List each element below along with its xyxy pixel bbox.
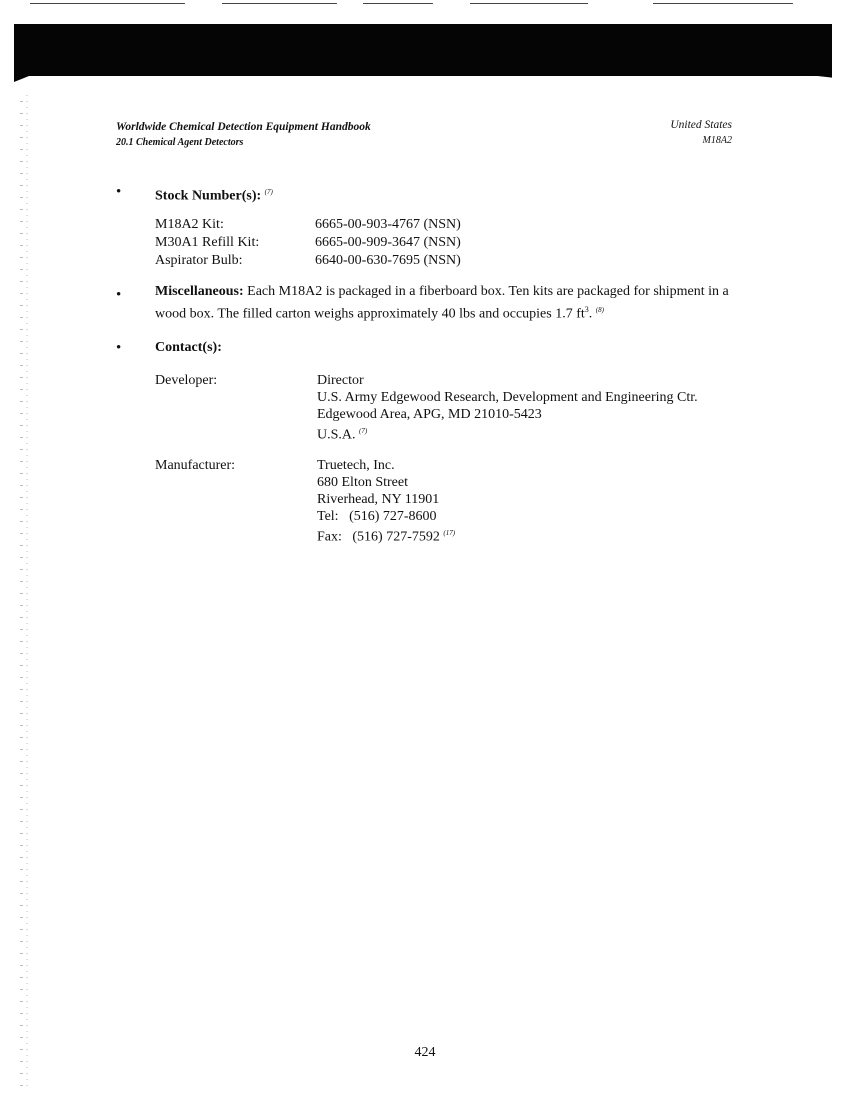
manufacturer-line: 680 Elton Street bbox=[317, 475, 408, 490]
stock-heading bbox=[155, 184, 273, 205]
bullet-misc: • bbox=[116, 287, 122, 303]
stock-row bbox=[155, 234, 461, 252]
manufacturer-role: Manufacturer: bbox=[155, 458, 236, 473]
developer-role: Developer: bbox=[155, 373, 218, 388]
header-black-band bbox=[14, 24, 832, 76]
stock-value: 6665-00-903-4767 (NSN) bbox=[315, 217, 461, 232]
stock-label: M18A2 Kit: bbox=[155, 217, 224, 232]
developer-address bbox=[317, 372, 767, 444]
developer-line: Director bbox=[317, 373, 364, 388]
stock-label: M30A1 Refill Kit: bbox=[155, 235, 260, 250]
running-header-left bbox=[116, 120, 371, 150]
bullet-stock: • bbox=[116, 184, 122, 200]
manufacturer-line: Tel: (516) 727-8600 bbox=[317, 509, 437, 524]
manufacturer-line: Truetech, Inc. bbox=[317, 458, 395, 473]
developer-ref: (7) bbox=[359, 427, 368, 435]
top-rule-3 bbox=[363, 3, 433, 4]
stock-heading-text: Stock Number(s): bbox=[155, 188, 262, 204]
stock-ref: (7) bbox=[264, 188, 273, 196]
misc-paragraph bbox=[155, 283, 755, 324]
page-number: 424 bbox=[414, 1045, 436, 1060]
misc-unit-exponent: 3 bbox=[584, 305, 589, 314]
top-rule-4 bbox=[470, 3, 588, 4]
top-rule-2 bbox=[222, 3, 337, 4]
scan-margin-noise bbox=[18, 90, 32, 1090]
developer-country-line bbox=[317, 423, 767, 444]
manufacturer-ref: (17) bbox=[443, 529, 456, 537]
manufacturer-fax-line bbox=[317, 525, 767, 546]
handbook-title: Worldwide Chemical Detection Equipment Handbook bbox=[116, 121, 371, 133]
model-label: M18A2 bbox=[702, 135, 732, 146]
developer-line: Edgewood Area, APG, MD 21010-5423 bbox=[317, 407, 542, 422]
developer-line: U.S.A. bbox=[317, 427, 356, 443]
manufacturer-line: Fax: (516) 727-7592 bbox=[317, 529, 440, 545]
misc-text: Each M18A2 is packaged in a fiberboard box. Ten kits are packaged for shipment in a wood box. The filled carton weighs approximately 40 lbs and occupies 1.7 ft bbox=[155, 284, 729, 322]
developer-line: U.S. Army Edgewood Research, Development and Engineering Ctr. bbox=[317, 390, 698, 405]
manufacturer-address bbox=[317, 457, 767, 546]
top-rule-1 bbox=[30, 3, 185, 4]
stock-row bbox=[155, 252, 461, 270]
stock-row bbox=[155, 216, 461, 234]
stock-value: 6640-00-630-7695 (NSN) bbox=[315, 253, 461, 268]
manufacturer-line: Riverhead, NY 11901 bbox=[317, 492, 440, 507]
stock-number-list bbox=[155, 216, 461, 270]
section-title: 20.1 Chemical Agent Detectors bbox=[116, 137, 244, 148]
stock-value: 6665-00-909-3647 (NSN) bbox=[315, 235, 461, 250]
header-band-edge-left bbox=[14, 74, 34, 82]
top-rule-5 bbox=[653, 3, 793, 4]
stock-label: Aspirator Bulb: bbox=[155, 253, 243, 268]
misc-heading: Miscellaneous: bbox=[155, 284, 244, 299]
misc-ref: (8) bbox=[595, 306, 604, 314]
bullet-contacts: • bbox=[116, 340, 122, 356]
misc-period: . bbox=[588, 306, 593, 322]
contacts-heading: Contact(s): bbox=[155, 340, 222, 355]
country-label: United States bbox=[670, 119, 732, 131]
running-header-right bbox=[670, 118, 732, 148]
